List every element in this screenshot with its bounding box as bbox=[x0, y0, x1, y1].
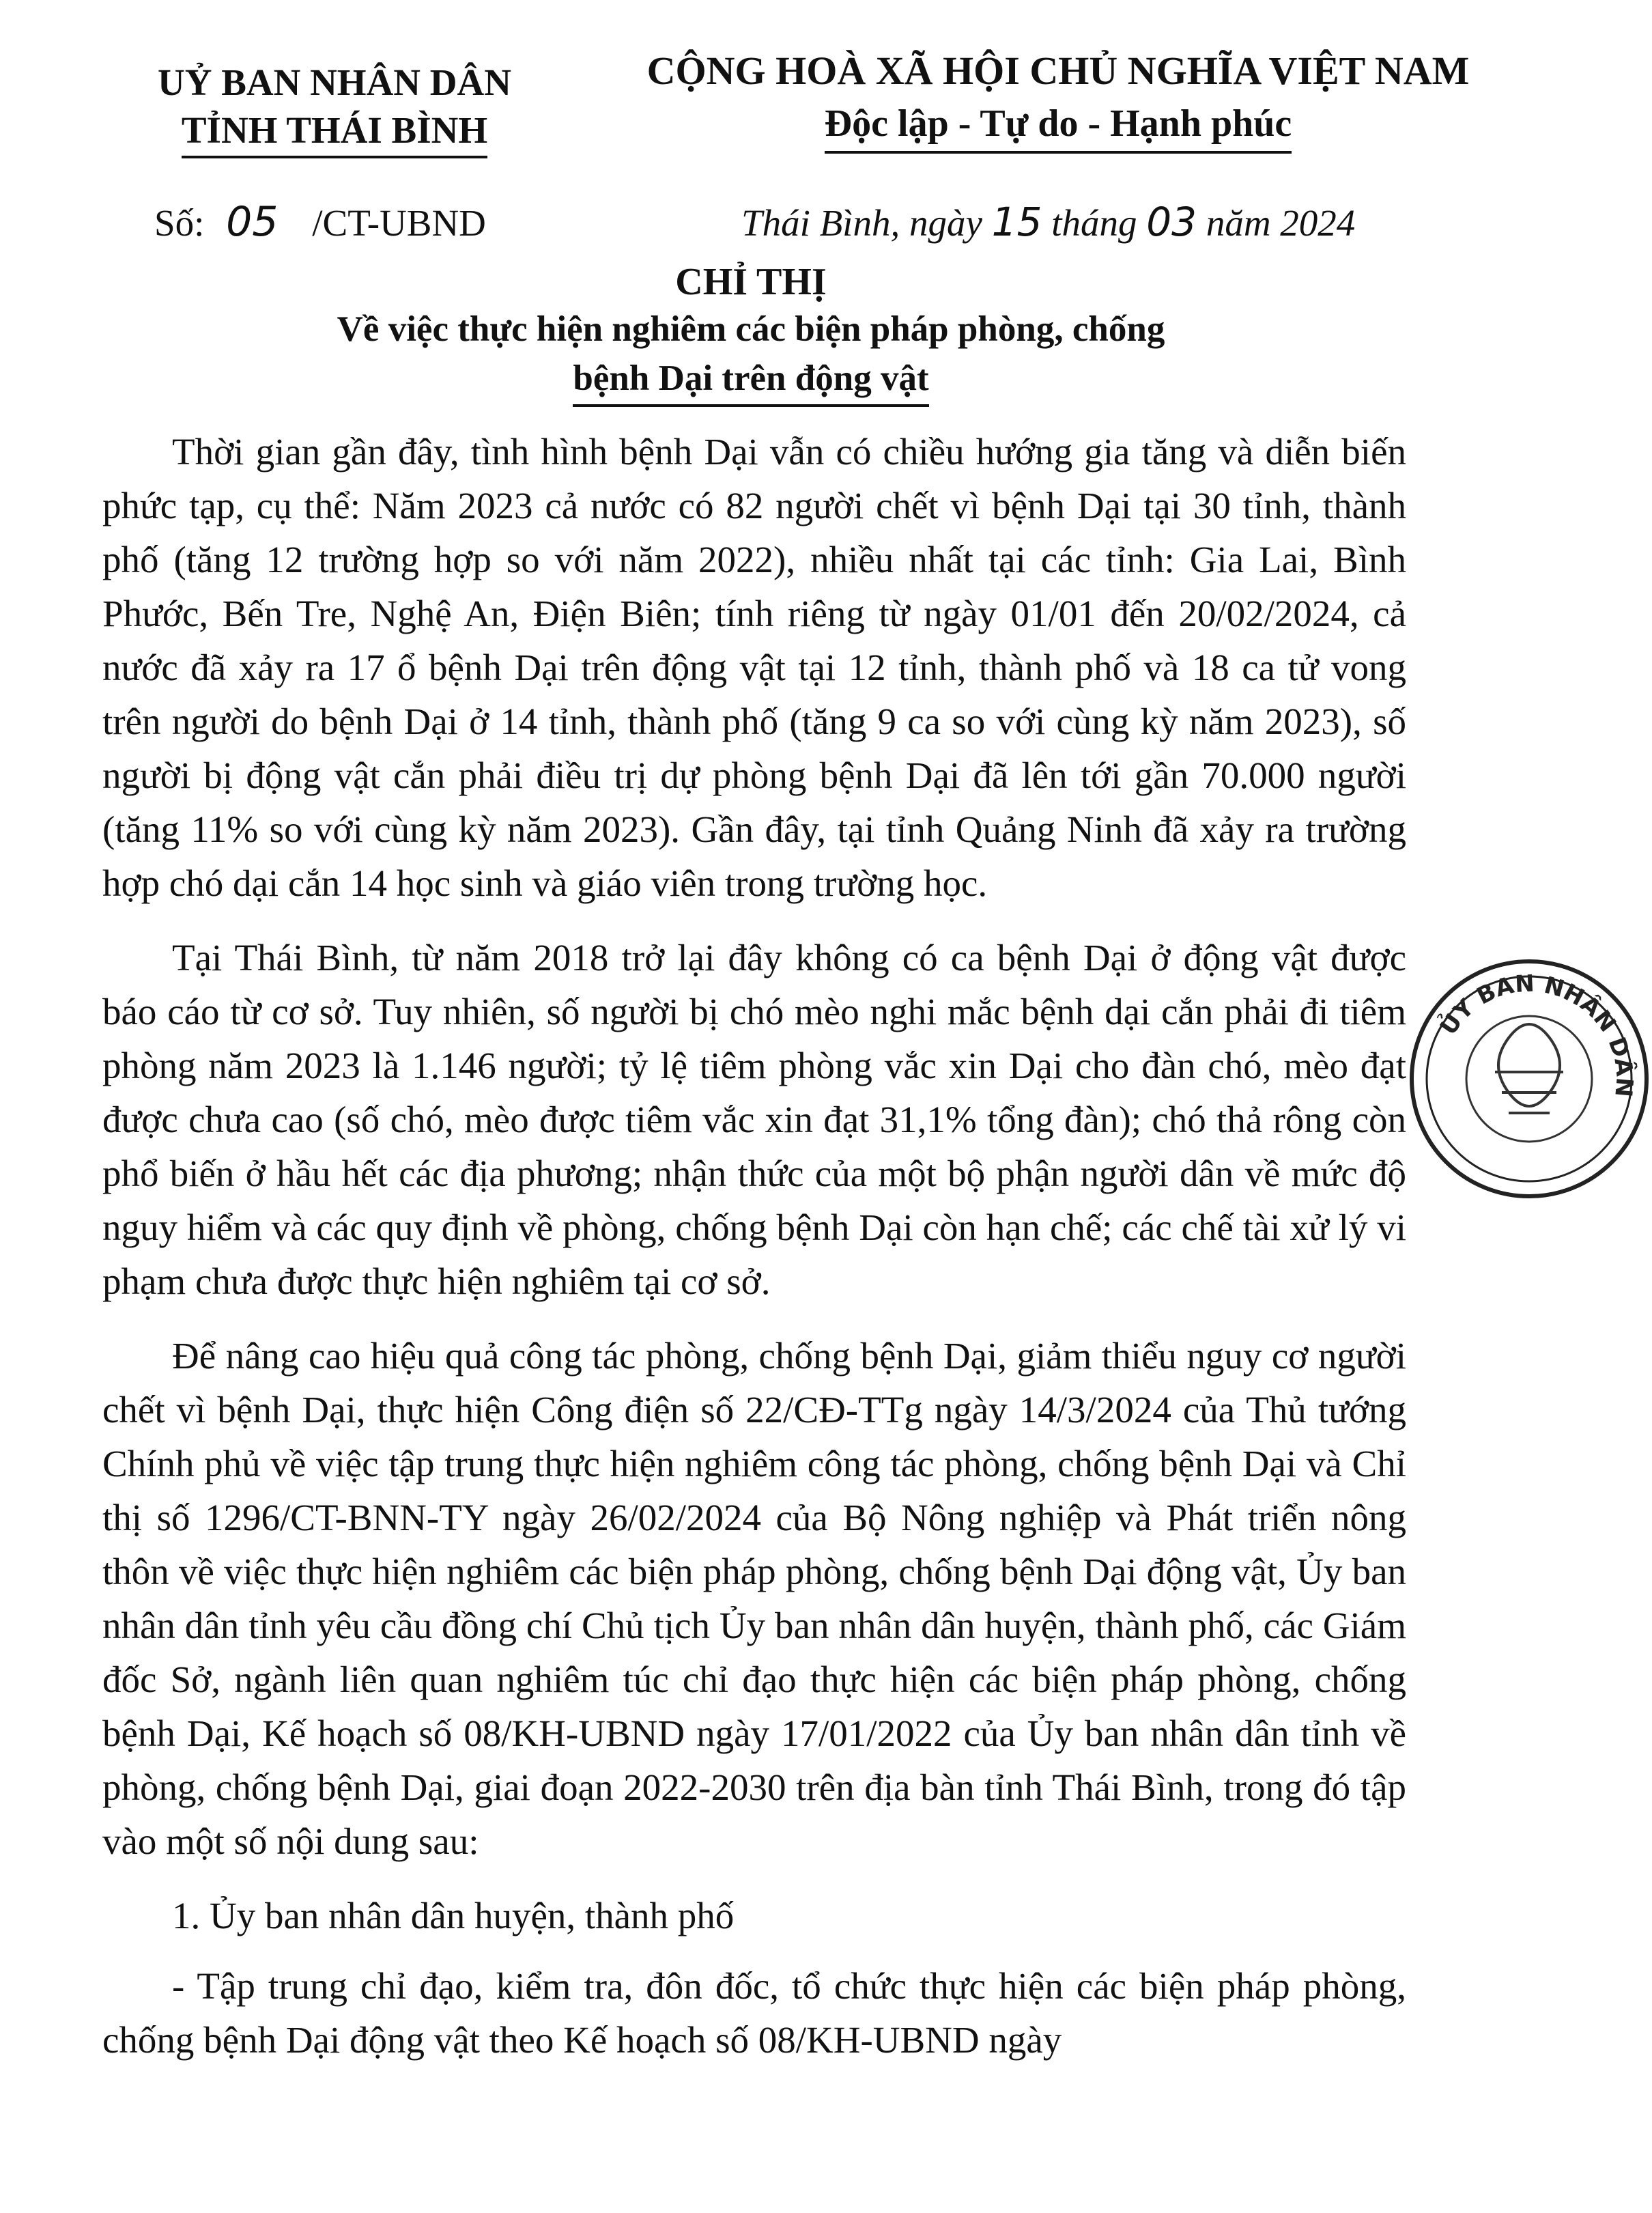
document-number bbox=[154, 198, 486, 247]
section-heading-district-committee: 1. Ủy ban nhân dân huyện, thành phố bbox=[172, 1895, 735, 1936]
number-value-handwritten: 05 bbox=[226, 198, 279, 246]
date-month-handwritten: 03 bbox=[1146, 199, 1197, 245]
number-suffix: /CT-UBND bbox=[312, 202, 486, 244]
agency-line-1: UỶ BAN NHÂN DÂN bbox=[158, 61, 511, 103]
paragraph-situation-national: Thời gian gần đây, tình hình bệnh Dại vẫn có chiều hướng gia tăng và diễn biến phức tạp, cụ thể: Năm 2023 cả nước có 82 người chết vì bệnh Dại tại 30 tỉnh, thành phố (tăng 12 trường hợp so với năm 2022), nhiều nhất tại các tỉnh: Gia Lai, Bình Phước, Bến Tre, Nghệ An, Điện Biên; tính riêng từ ngày 01/01 đến 20/02/2024, cả nước đã xảy ra 17 ổ bệnh Dại trên động vật tại 12 tỉnh, thành phố và 18 ca tử vong trên người do bệnh Dại ở 14 tỉnh, thành phố (tăng 9 ca so với cùng kỳ năm 2023), số người bị động vật cắn phải điều trị dự phòng bệnh Dại đã lên tới gần 70.000 người (tăng 11% so với cùng kỳ năm 2023). Gần đây, tại tỉnh Quảng Ninh đã xảy ra trường hợp chó dại cắn 14 học sinh và giáo viên trong trường học. bbox=[102, 431, 1406, 904]
agency-line-2: TỈNH THÁI BÌNH bbox=[182, 107, 487, 158]
document-type-title: CHỈ THỊ bbox=[675, 261, 827, 303]
nation-motto: Độc lập - Tự do - Hạnh phúc bbox=[825, 98, 1292, 154]
number-label: Số: bbox=[154, 202, 205, 244]
seal-text: ỦY BAN NHÂN DÂN bbox=[1434, 970, 1638, 1099]
subject-line-1: Về việc thực hiện nghiêm các biện pháp phòng, chống bbox=[337, 309, 1165, 349]
paragraph-directive-basis: Để nâng cao hiệu quả công tác phòng, chống bệnh Dại, giảm thiểu nguy cơ người chết vì bệnh Dại, thực hiện Công điện số 22/CĐ-TTg ngày 14/3/2024 của Thủ tướng Chính phủ về việc tập trung thực hiện nghiêm công tác phòng, chống bệnh Dại và Chỉ thị số 1296/CT-BNN-TY ngày 26/02/2024 của Bộ Nông nghiệp và Phát triển nông thôn về việc thực hiện nghiêm các biện pháp phòng, chống bệnh Dại động vật, Ủy ban nhân dân tỉnh yêu cầu đồng chí Chủ tịch Ủy ban nhân dân huyện, thành phố, các Giám đốc Sở, ngành liên quan nghiêm túc chỉ đạo thực hiện các biện pháp phòng, chống bệnh Dại, Kế hoạch số 08/KH-UBND ngày 17/01/2022 của Ủy ban nhân dân tỉnh về phòng, chống bệnh Dại, giai đoạn 2022-2030 trên địa bàn tỉnh Thái Bình, trong đó tập vào một số nội dung sau: bbox=[102, 1335, 1406, 1862]
paragraph-situation-thai-binh: Tại Thái Bình, từ năm 2018 trở lại đây không có ca bệnh Dại ở động vật được báo cáo từ cơ sở. Tuy nhiên, số người bị chó mèo nghi mắc bệnh dại cắn phải đi tiêm phòng năm 2023 là 1.146 người; tỷ lệ tiêm phòng vắc xin Dại cho đàn chó, mèo đạt được chưa cao (số chó, mèo được tiêm vắc xin đạt 31,1% tổng đàn); chó thả rông còn phổ biến ở hầu hết các địa phương; nhận thức của một bộ phận người dân về mức độ nguy hiểm và các quy định về phòng, chống bệnh Dại còn hạn chế; các chế tài xử lý vi phạm chưa được thực hiện nghiêm tại cơ sở. bbox=[102, 937, 1406, 1302]
document-body bbox=[102, 425, 1406, 2087]
national-header bbox=[635, 45, 1481, 154]
subject-line-2: bệnh Dại trên động vật bbox=[573, 354, 928, 407]
date-year: năm 2024 bbox=[1206, 202, 1356, 244]
paragraph-task-1: - Tập trung chỉ đạo, kiểm tra, đôn đốc, tổ chức thực hiện các biện pháp phòng, chống bệnh Dại động vật theo Kế hoạch số 08/KH-UBND ngày bbox=[102, 1965, 1406, 2061]
date-day-handwritten: 15 bbox=[991, 199, 1042, 245]
document-subject bbox=[137, 305, 1365, 407]
date-month-label: tháng bbox=[1051, 202, 1137, 244]
official-seal-stamp bbox=[1406, 956, 1652, 1202]
issue-date bbox=[741, 198, 1355, 247]
date-prefix: Thái Bình, ngày bbox=[741, 202, 982, 244]
issuing-agency bbox=[102, 59, 567, 158]
nation-title: CỘNG HOÀ XÃ HỘI CHỦ NGHĨA VIỆT NAM bbox=[646, 48, 1470, 93]
